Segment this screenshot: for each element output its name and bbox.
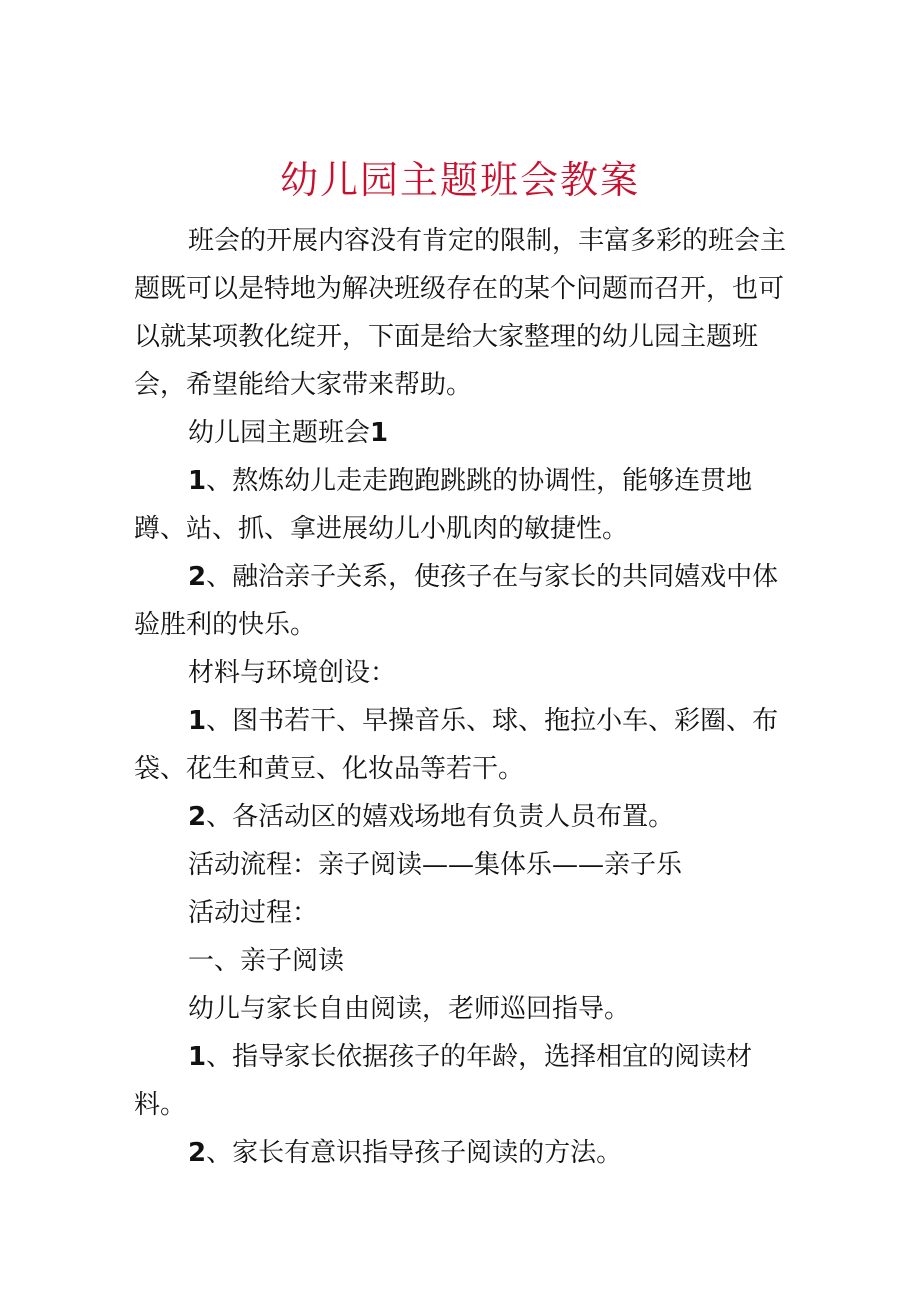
item-number: 1 — [188, 706, 207, 736]
paragraph-text: 活动过程： — [188, 898, 319, 928]
paragraph-text: 、图书若干、早操音乐、球、拖拉小车、彩圈、布袋、花生和黄豆、化妆品等若干。 — [134, 706, 779, 784]
paragraph-text: 材料与环境创设： — [188, 658, 397, 688]
section-label — [134, 937, 794, 985]
list-item — [134, 793, 794, 841]
item-number: 1 — [188, 466, 207, 496]
list-item — [134, 1033, 794, 1129]
paragraph-text: 班会的开展内容没有肯定的限制，丰富多彩的班会主题既可以是特地为解决班级存在的某个问题而召开，也可以就某项教化绽开，下面是给大家整理的幼儿园主题班会，希望能给大家带来帮助。 — [134, 226, 787, 400]
paragraph-text: 、融洽亲子关系，使孩子在与家长的共同嬉戏中体验胜利的快乐。 — [134, 562, 779, 640]
item-number: 2 — [188, 562, 207, 592]
paragraph-text: 幼儿与家长自由阅读，老师巡回指导。 — [188, 994, 631, 1024]
section-label — [134, 889, 794, 937]
paragraph-text: 、指导家长依据孩子的年龄，选择相宜的阅读材料。 — [134, 1042, 753, 1120]
section-heading — [134, 409, 794, 457]
list-item — [134, 697, 794, 793]
paragraph-text: 、熬炼幼儿走走跑跑跳跳的协调性，能够连贯地蹲、站、抓、拿进展幼儿小肌肉的敏捷性。 — [134, 466, 753, 544]
paragraph-text: 幼儿园主题班会 — [188, 418, 371, 448]
paragraph-text: 、家长有意识指导孩子阅读的方法。 — [206, 1138, 623, 1168]
section-label — [134, 649, 794, 697]
paragraph-text: 、各活动区的嬉戏场地有负责人员布置。 — [206, 802, 675, 832]
paragraph-text: 一、亲子阅读 — [188, 946, 345, 976]
list-item — [134, 457, 794, 553]
list-item — [134, 1129, 794, 1177]
document-body — [134, 217, 794, 1177]
heading-number: 1 — [370, 418, 389, 448]
intro-paragraph — [134, 217, 794, 409]
paragraph-text: 活动流程：亲子阅读——集体乐——亲子乐 — [188, 850, 683, 880]
body-paragraph — [134, 985, 794, 1033]
page-title: 幼儿园主题班会教案 — [279, 158, 640, 202]
section-label — [134, 841, 794, 889]
item-number: 2 — [188, 802, 207, 832]
item-number: 1 — [188, 1042, 207, 1072]
list-item — [134, 553, 794, 649]
item-number: 2 — [188, 1138, 207, 1168]
